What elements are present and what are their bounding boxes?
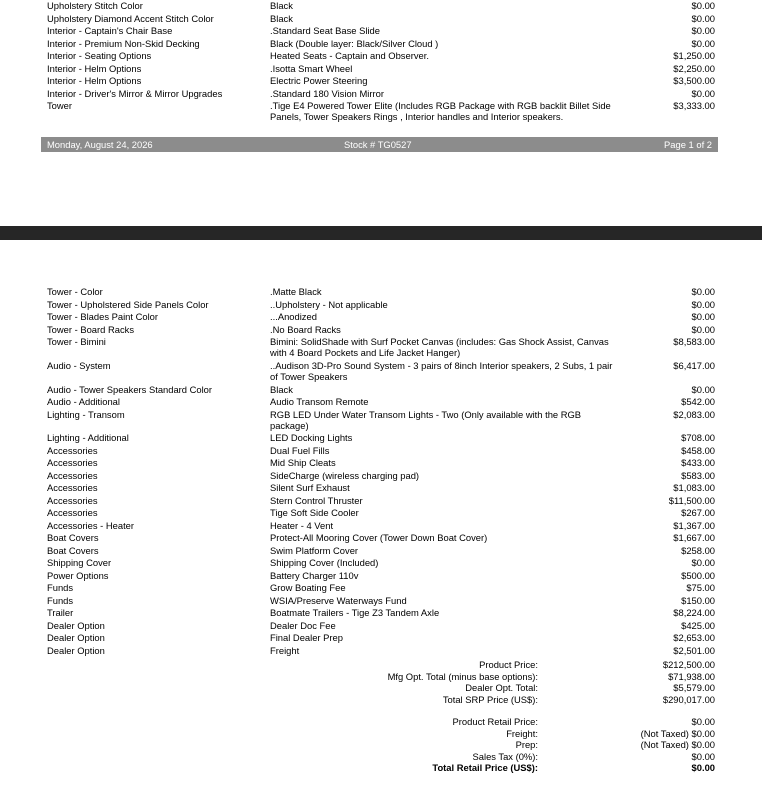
option-price: $75.00 bbox=[686, 582, 715, 593]
option-description: Protect-All Mooring Cover (Tower Down Boat Cover) bbox=[270, 532, 488, 543]
option-category: Lighting - Additional bbox=[47, 432, 129, 443]
option-description: .Matte Black bbox=[270, 286, 322, 297]
option-category: Tower - Bimini bbox=[47, 336, 106, 347]
option-category: Funds bbox=[47, 582, 74, 593]
option-description: Bimini: SolidShade with Surf Pocket Canvas (includes: Gas Shock Assist, Canvas with 4 Board Pockets and Life Jacket Hanger) bbox=[270, 336, 609, 359]
option-price: $2,653.00 bbox=[673, 632, 715, 643]
footer-date: Monday, August 24, 2026 bbox=[47, 139, 153, 150]
option-price: $1,250.00 bbox=[673, 50, 715, 61]
option-price: $583.00 bbox=[681, 469, 715, 481]
option-description: Tige Soft Side Cooler bbox=[270, 507, 359, 518]
page-gap bbox=[0, 164, 762, 226]
option-price: $708.00 bbox=[681, 432, 715, 443]
option-category: Upholstery Diamond Accent Stitch Color bbox=[47, 12, 214, 24]
option-description: ..Upholstery - Not applicable bbox=[270, 298, 388, 310]
option-category: Power Options bbox=[47, 569, 109, 581]
summary-label: Prep: bbox=[515, 739, 538, 751]
option-description: .Standard Seat Base Slide bbox=[270, 25, 380, 36]
option-category: Dealer Option bbox=[47, 644, 105, 656]
option-price: $6,417.00 bbox=[673, 360, 715, 371]
option-category: Accessories bbox=[47, 444, 98, 456]
option-category: Upholstery Stitch Color bbox=[47, 0, 143, 11]
option-description: Battery Charger 110v bbox=[270, 569, 359, 581]
option-category: Tower - Board Racks bbox=[47, 323, 135, 335]
option-category: Interior - Premium Non-Skid Decking bbox=[47, 37, 200, 49]
option-category: Accessories - Heater bbox=[47, 519, 135, 531]
option-category: Audio - System bbox=[47, 360, 111, 371]
option-price: $1,667.00 bbox=[673, 532, 715, 543]
option-price: $0.00 bbox=[691, 311, 715, 322]
option-category: Interior - Seating Options bbox=[47, 50, 152, 61]
option-category: Accessories bbox=[47, 469, 98, 481]
option-category: Audio - Additional bbox=[47, 396, 120, 407]
option-category: Boat Covers bbox=[47, 544, 99, 556]
option-category: Accessories bbox=[47, 494, 98, 506]
option-description: SideCharge (wireless charging pad) bbox=[270, 469, 420, 481]
summary-label: Product Retail Price: bbox=[452, 716, 538, 727]
option-description: RGB LED Under Water Transom Lights - Two (Only available with the RGB package) bbox=[270, 408, 582, 431]
page-footer-bar bbox=[41, 137, 718, 152]
option-category: Accessories bbox=[47, 507, 98, 518]
option-category: Interior - Helm Options bbox=[47, 75, 142, 86]
option-price: $0.00 bbox=[691, 0, 715, 11]
option-description: WSIA/Preserve Waterways Fund bbox=[270, 594, 407, 606]
option-category: Tower - Color bbox=[47, 286, 103, 297]
option-description: Dealer Doc Fee bbox=[270, 619, 336, 631]
option-price: $0.00 bbox=[691, 37, 715, 49]
option-category: Interior - Driver's Mirror & Mirror Upgrades bbox=[47, 87, 223, 99]
option-price: $0.00 bbox=[691, 557, 715, 568]
option-description: Dual Fuel Fills bbox=[270, 444, 330, 456]
option-description: Heated Seats - Captain and Observer. bbox=[270, 50, 429, 61]
summary-value: $5,579.00 bbox=[673, 682, 715, 694]
summary-label: Sales Tax (0%): bbox=[472, 750, 538, 762]
option-description: .Standard 180 Vision Mirror bbox=[270, 87, 384, 99]
option-price: $542.00 bbox=[681, 396, 715, 407]
option-category: Interior - Captain's Chair Base bbox=[47, 25, 173, 36]
option-description: Black (Double layer: Black/Silver Cloud ) bbox=[270, 37, 439, 49]
option-price: $3,500.00 bbox=[673, 75, 715, 86]
option-price: $11,500.00 bbox=[668, 494, 715, 506]
option-category: Lighting - Transom bbox=[47, 408, 125, 420]
option-price: $500.00 bbox=[681, 569, 715, 581]
option-price: $8,583.00 bbox=[673, 336, 715, 347]
summary-label: Total SRP Price (US$): bbox=[442, 693, 538, 705]
option-category: Audio - Tower Speakers Standard Color bbox=[47, 383, 213, 395]
option-price: $2,501.00 bbox=[673, 644, 715, 656]
summary-value: $212,500.00 bbox=[662, 659, 715, 670]
option-price: $2,083.00 bbox=[673, 408, 715, 420]
option-category: Tower bbox=[47, 100, 73, 111]
option-description: .No Board Racks bbox=[270, 323, 341, 335]
option-price: $458.00 bbox=[681, 444, 715, 456]
summary-label: Mfg Opt. Total (minus base options): bbox=[387, 670, 538, 682]
summary-value: $290,017.00 bbox=[662, 693, 715, 705]
option-description: Grow Boating Fee bbox=[270, 582, 346, 593]
summary-value: $0.00 bbox=[691, 750, 715, 762]
summary-value: $71,938.00 bbox=[668, 670, 715, 682]
page-2 bbox=[0, 240, 762, 800]
summary-label: Product Price: bbox=[479, 659, 538, 670]
option-description: ..Audison 3D-Pro Sound System - 3 pairs of 8inch Interior speakers, 2 Subs, 1 pair of Tower Speakers bbox=[270, 360, 613, 383]
summary-label: Total Retail Price (US$): bbox=[432, 762, 538, 774]
footer-page-number: Page 1 of 2 bbox=[664, 139, 712, 150]
option-price: $0.00 bbox=[691, 87, 715, 99]
option-price: $8,224.00 bbox=[673, 607, 715, 618]
option-price: $258.00 bbox=[681, 544, 715, 556]
option-description: Heater - 4 Vent bbox=[270, 519, 334, 531]
option-description: Mid Ship Cleats bbox=[270, 457, 336, 468]
option-price: $1,083.00 bbox=[673, 482, 715, 493]
option-category: Accessories bbox=[47, 457, 98, 468]
option-description: Black bbox=[270, 0, 293, 11]
summary-value: $0.00 bbox=[691, 762, 715, 774]
option-description: Freight bbox=[270, 644, 300, 656]
option-category: Interior - Helm Options bbox=[47, 62, 142, 74]
option-price: $3,333.00 bbox=[673, 100, 715, 111]
option-description: Swim Platform Cover bbox=[270, 544, 359, 556]
summary-label: Freight: bbox=[506, 727, 538, 739]
summary-value: (Not Taxed) $0.00 bbox=[640, 727, 715, 739]
option-category: Accessories bbox=[47, 482, 98, 493]
option-description: Black bbox=[270, 12, 293, 24]
option-category: Dealer Option bbox=[47, 619, 105, 631]
option-description: ...Anodized bbox=[270, 311, 317, 322]
option-description: Stern Control Thruster bbox=[270, 494, 363, 506]
option-price: $150.00 bbox=[681, 594, 715, 606]
option-price: $2,250.00 bbox=[673, 62, 715, 74]
option-price: $0.00 bbox=[691, 323, 715, 335]
option-category: Funds bbox=[47, 594, 74, 606]
option-price: $1,367.00 bbox=[673, 519, 715, 531]
option-price: $0.00 bbox=[691, 25, 715, 36]
option-category: Shipping Cover bbox=[47, 557, 112, 568]
option-description: Silent Surf Exhaust bbox=[270, 482, 350, 493]
option-description: Boatmate Trailers - Tige Z3 Tandem Axle bbox=[270, 607, 440, 618]
option-price: $0.00 bbox=[691, 286, 715, 297]
option-price: $0.00 bbox=[691, 298, 715, 310]
option-description: Shipping Cover (Included) bbox=[270, 557, 379, 568]
option-description: Audio Transom Remote bbox=[270, 396, 369, 407]
option-category: Tower - Upholstered Side Panels Color bbox=[47, 298, 209, 310]
option-price: $433.00 bbox=[681, 457, 715, 468]
summary-label: Dealer Opt. Total: bbox=[465, 682, 538, 694]
option-description: LED Docking Lights bbox=[270, 432, 353, 443]
option-price: $0.00 bbox=[691, 383, 715, 395]
option-description: .Isotta Smart Wheel bbox=[270, 62, 353, 74]
option-description: Electric Power Steering bbox=[270, 75, 368, 86]
option-category: Tower - Blades Paint Color bbox=[47, 311, 158, 322]
option-category: Dealer Option bbox=[47, 632, 105, 643]
option-description: .Tige E4 Powered Tower Elite (Includes RGB Package with RGB backlit Billet Side Panels, Tower Speakers Rings , Interior handles and Interior speakers. bbox=[270, 100, 611, 123]
summary-value: (Not Taxed) $0.00 bbox=[640, 739, 715, 751]
option-description: Final Dealer Prep bbox=[270, 632, 343, 643]
page-1 bbox=[0, 0, 762, 164]
summary-value: $0.00 bbox=[691, 716, 715, 727]
option-description: Black bbox=[270, 383, 293, 395]
option-price: $0.00 bbox=[691, 12, 715, 24]
option-price: $267.00 bbox=[681, 507, 715, 518]
page-divider bbox=[0, 226, 762, 240]
footer-stock-number: Stock # TG0527 bbox=[344, 139, 412, 150]
option-category: Trailer bbox=[47, 607, 74, 618]
option-price: $425.00 bbox=[681, 619, 715, 631]
option-category: Boat Covers bbox=[47, 532, 99, 543]
